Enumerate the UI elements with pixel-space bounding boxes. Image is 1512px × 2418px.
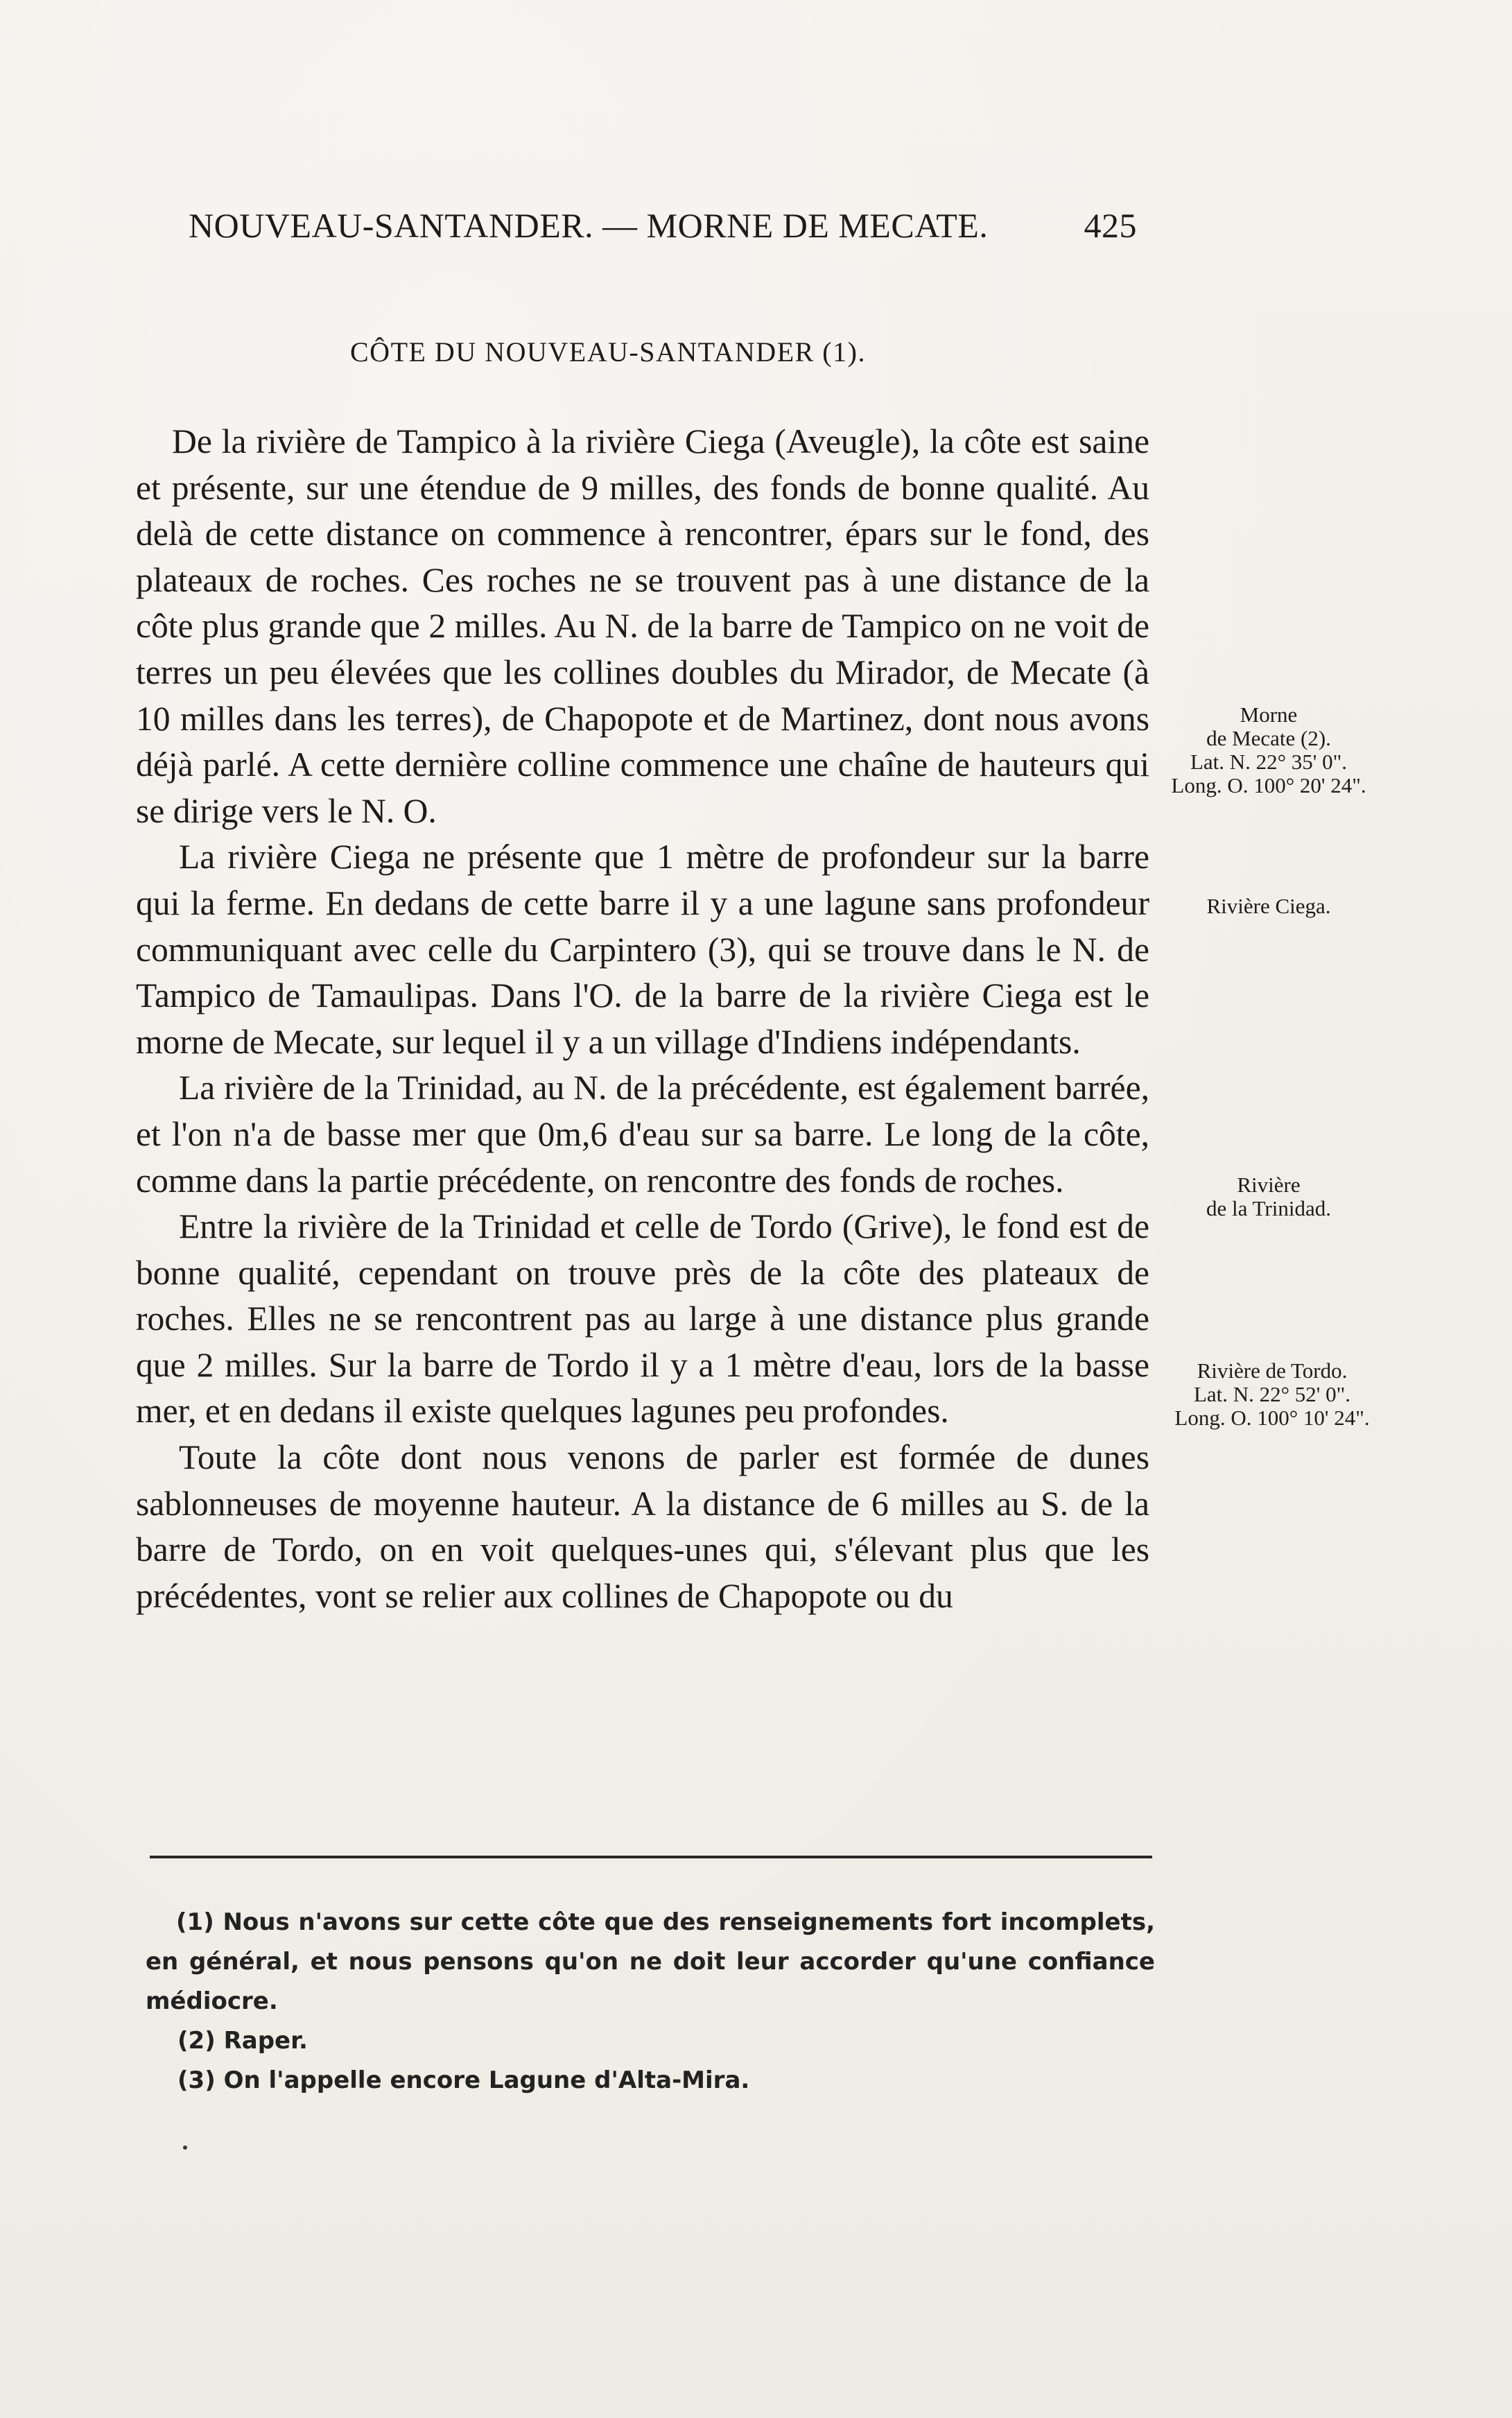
body-text [136, 419, 1149, 1619]
footnote-divider [150, 1856, 1152, 1858]
paragraph: De la rivière de Tampico à la rivière Ciega (Aveugle), la côte est saine et présente, sur une étendue de 9 milles, des fonds de bonne qualité. Au delà de cette distance on commence à rencontrer, épars sur le fond, des plateaux de roches. Ces roches ne se trouvent pas à une distance de la côte plus grande que 2 milles. Au N. de la barre de Tampico on ne voit de terres un peu élevées que les collines doubles du Mirador, de Mecate (à 10 milles dans les terres), de Chapopote et de Martinez, dont nous avons déjà parlé. A cette dernière colline commence une chaîne de hauteurs qui se dirige vers le N. O. [136, 422, 1149, 830]
ink-speck [183, 2145, 187, 2150]
footnote: (1) Nous n'avons sur cette côte que des renseignements fort incomplets, en général, et nous pensons qu'on ne doit leur accorder qu'une confiance médiocre. [146, 1908, 1155, 2015]
footnote: (3) On l'appelle encore Lagune d'Alta-Mira. [177, 2066, 750, 2094]
margin-note-line: Long. O. 100° 10' 24". [1174, 1406, 1370, 1430]
margin-note-line: de la Trinidad. [1206, 1196, 1331, 1220]
margin-note-line: Lat. N. 22° 35' 0". [1190, 750, 1348, 774]
margin-note-morne-mecate [1154, 703, 1383, 797]
margin-note-riviere-tordo [1154, 1359, 1390, 1430]
margin-note-line: Rivière de Tordo. [1197, 1358, 1348, 1383]
paragraph: La rivière Ciega ne présente que 1 mètre de profondeur sur la barre qui la ferme. En dedans de cette barre il y a une lagune sans profondeur communiquant avec celle du Carpintero (3), qui se trouve dans le N. de Tampico de Tamaulipas. Dans l'O. de la barre de la rivière Ciega est le morne de Mecate, sur lequel il y a un village d'Indiens indépendants. [136, 838, 1149, 1061]
paragraph: Entre la rivière de la Trinidad et celle de Tordo (Grive), le fond est de bonne qualité, cependant on trouve près de la côte des plateaux de roches. Elles ne se rencontrent pas au large à une distance plus grande que 2 milles. Sur la barre de Tordo il y a 1 mètre d'eau, lors de la basse mer, et en dedans il existe quelques lagunes peu profondes. [136, 1207, 1149, 1431]
margin-note-line: Rivière [1237, 1173, 1301, 1197]
paragraph: La rivière de la Trinidad, au N. de la précédente, est également barrée, et l'on n'a de basse mer que 0m,6 d'eau sur sa barre. Le long de la côte, comme dans la partie précédente, on rencontre des fonds de roches. [136, 1069, 1149, 1200]
margin-note-riviere-trinidad [1172, 1173, 1366, 1220]
margin-note-line: Long. O. 100° 20' 24". [1171, 773, 1366, 797]
footnote: (2) Raper. [177, 2027, 308, 2055]
margin-note-line: Rivière Ciega. [1206, 894, 1331, 918]
page-number: 425 [1084, 206, 1137, 245]
margin-note-line: Lat. N. 22° 52' 0". [1193, 1382, 1351, 1406]
running-title: NOUVEAU-SANTANDER. — MORNE DE MECATE. [189, 206, 989, 245]
paragraph: Toute la côte dont nous venons de parler est formée de dunes sablonneuses de moyenne hauteur. A la distance de 6 milles au S. de la barre de Tordo, on en voit quelques-unes qui, s'élevant plus que les précédentes, vont se relier aux collines de Chapopote ou du [136, 1438, 1149, 1615]
running-header [189, 208, 1137, 243]
footnotes [146, 1903, 1155, 2100]
margin-note-line: de Mecate (2). [1206, 726, 1331, 750]
margin-note-line: Morne [1240, 702, 1298, 727]
section-title: CÔTE DU NOUVEAU-SANTANDER (1). [350, 336, 866, 368]
margin-note-riviere-ciega [1179, 895, 1359, 918]
